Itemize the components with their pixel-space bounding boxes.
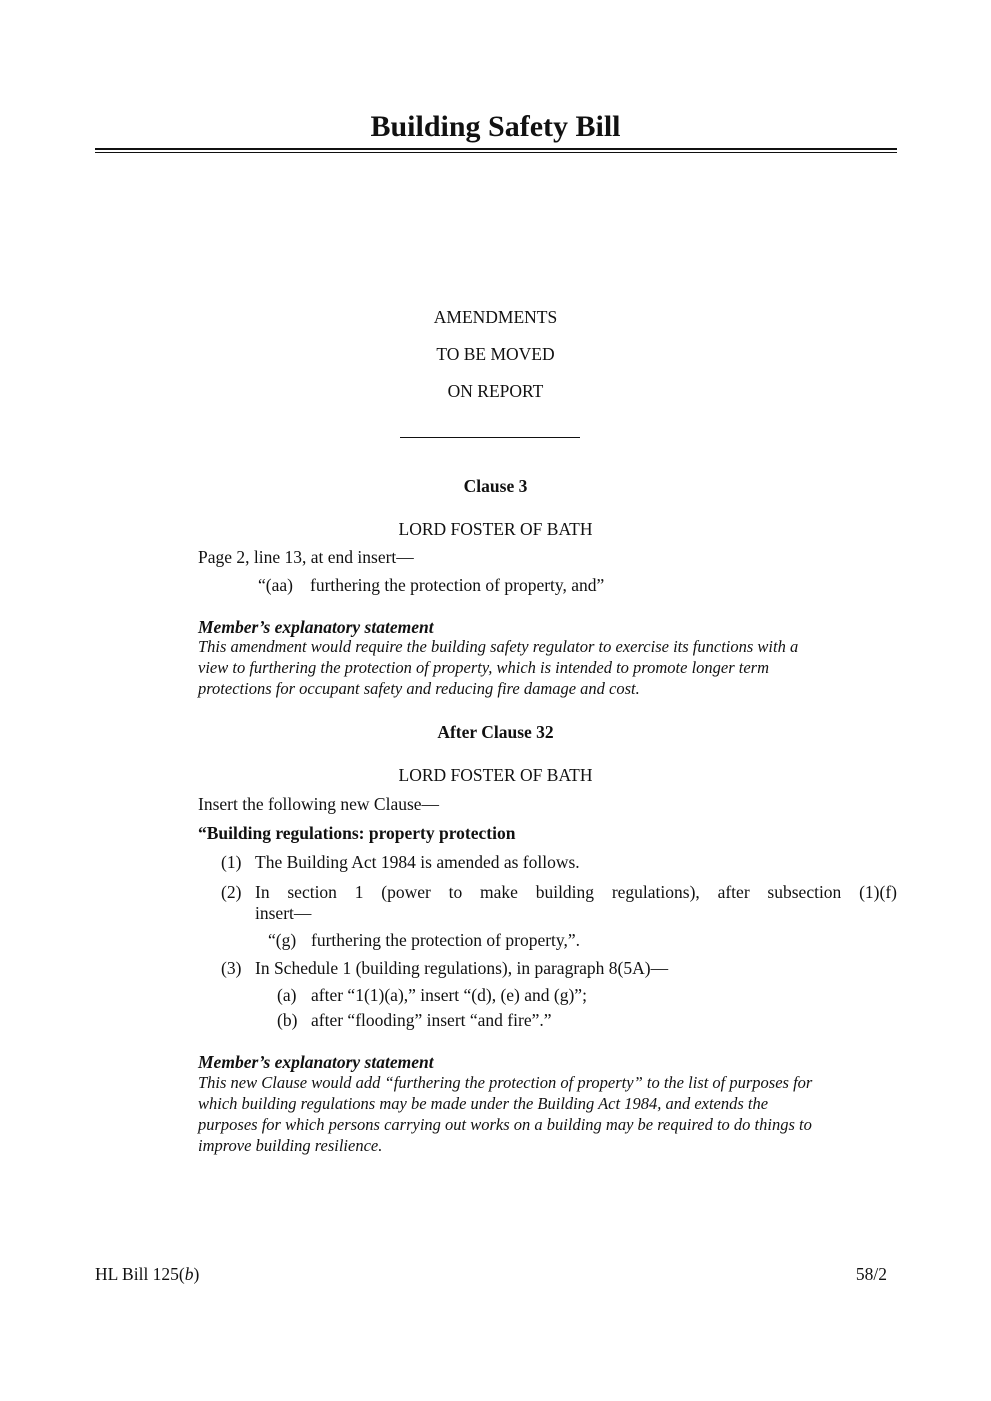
front-line-2: TO BE MOVED [436,344,555,364]
member-name: LORD FOSTER OF BATH [398,765,593,785]
subsection-number: (2) [221,882,242,902]
insert-number: “(aa) [258,575,293,595]
title-rule-top [95,148,897,150]
amendment-instruction: Insert the following new Clause— [198,794,440,814]
statement-line: protections for occupant safety and reducing fire damage and cost. [198,679,640,698]
bill-reference [95,1264,199,1284]
clause-heading: After Clause 32 [437,722,554,742]
statement-line: view to furthering the protection of property, which is intended to promote longer term [198,658,770,677]
subsection-number: (3) [221,958,242,978]
paragraph-a [277,985,587,1005]
section-divider [400,437,580,438]
paragraph-b [277,1010,552,1030]
inserted-text [258,575,604,595]
paragraph-number: (a) [277,985,297,1005]
paragraph-number: (b) [277,1010,298,1030]
statement-heading: Member’s explanatory statement [198,1052,434,1072]
member-name: LORD FOSTER OF BATH [398,519,593,539]
paragraph-text: after “flooding” insert “and fire”.” [311,1010,552,1030]
clause-heading: Clause 3 [463,476,528,496]
title-rule-bottom [95,152,897,153]
page-title: Building Safety Bill [370,110,621,143]
statement-heading: Member’s explanatory statement [198,617,434,637]
subsection-2-cont: insert— [255,903,312,923]
subsection-text: The Building Act 1984 is amended as follows. [255,852,580,872]
statement-line: This amendment would require the building safety regulator to exercise its functions with a [198,637,799,656]
paragraph-g [268,930,580,950]
front-line-1: AMENDMENTS [433,307,558,327]
statement-line: This new Clause would add “furthering the protection of property” to the list of purposes for [198,1073,813,1092]
amendment-instruction: Page 2, line 13, at end insert— [198,547,414,567]
subsection-1 [221,852,580,872]
subsection-text: In Schedule 1 (building regulations), in paragraph 8(5A)— [255,958,669,978]
paragraph-number: “(g) [268,930,297,950]
subsection-number: (1) [221,852,242,872]
insert-body: furthering the protection of property, and” [310,575,605,595]
paragraph-text: after “1(1)(a),” insert “(d), (e) and (g)”; [311,985,587,1005]
subsection-2 [221,882,897,902]
page-reference: 58/2 [855,1264,887,1284]
new-clause-title: “Building regulations: property protection [198,823,516,843]
bill-ref-italic: b [184,1264,194,1284]
subsection-text: In section 1 (power to make building regulations), after subsection (1)(f) [255,882,897,902]
subsection-3 [221,958,668,978]
front-line-3: ON REPORT [447,381,544,401]
statement-line: improve building resilience. [198,1136,383,1155]
bill-ref-end: ) [193,1264,200,1284]
paragraph-text: furthering the protection of property,”. [311,930,581,950]
statement-line: purposes for which persons carrying out works on a building may be required to do things to [198,1115,812,1134]
bill-ref-text: HL Bill 125( [95,1264,185,1284]
statement-line: which building regulations may be made under the Building Act 1984, and extends the [198,1094,769,1113]
